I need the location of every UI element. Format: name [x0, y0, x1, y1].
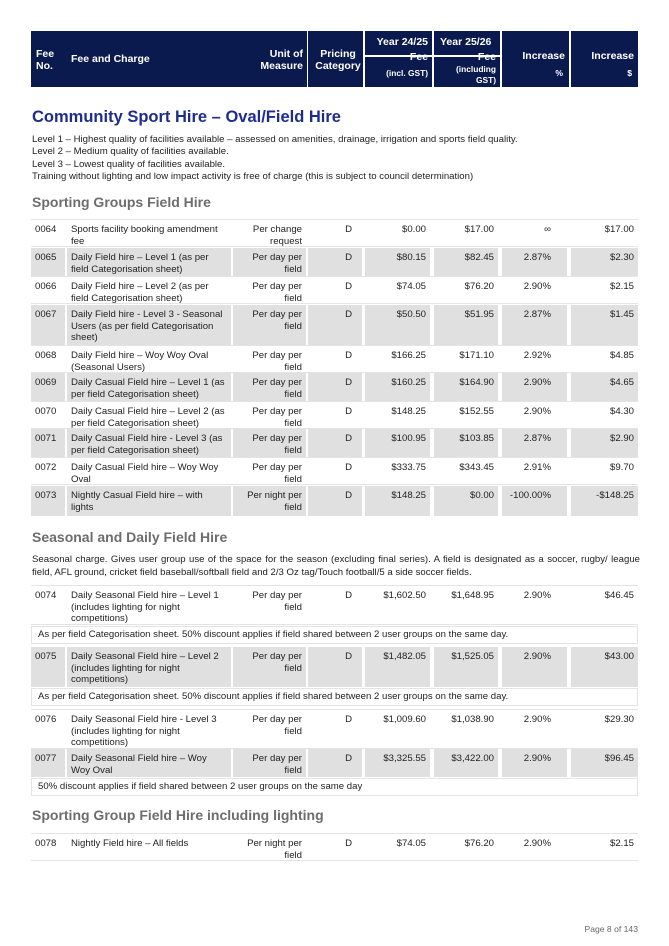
fee-2526-cell: $3,422.00 [434, 749, 498, 777]
pricing-category-cell: D [308, 749, 362, 777]
fee-2526-cell: $51.95 [434, 305, 498, 345]
fee-2425-cell: $1,009.60 [365, 710, 430, 748]
fee-no-cell: 0074 [31, 586, 65, 624]
fee-2526-cell: $82.45 [434, 248, 498, 276]
unit-of-measure-cell: Per day per field [233, 710, 306, 748]
fee-name-cell: Daily Seasonal Field hire – Level 1 (includes lighting for night competitions) [67, 586, 231, 624]
increase-pct-cell: 2.91% [502, 458, 567, 484]
level-3-text: Level 3 – Lowest quality of facilities available. [32, 158, 226, 170]
pricing-category-cell: D [308, 277, 362, 303]
fee-2526-cell: $152.55 [434, 402, 498, 428]
table-header [31, 31, 638, 87]
fee-2425-cell: $0.00 [365, 220, 430, 246]
fee-2526-cell: $103.85 [434, 429, 498, 457]
increase-pct-cell: -100.00% [502, 486, 567, 516]
table-row [31, 647, 638, 687]
fee-name-cell: Daily Field hire - Level 3 - Seasonal Users (as per field Categorisation sheet) [67, 305, 231, 345]
header-increase-amt: Increase [591, 50, 634, 62]
pricing-category-cell: D [308, 248, 362, 276]
header-unit-cell [233, 31, 307, 87]
fee-2425-cell: $50.50 [365, 305, 430, 345]
fee-2425-cell: $80.15 [365, 248, 430, 276]
table-row [31, 373, 638, 401]
increase-amt-cell: $2.15 [571, 834, 638, 860]
unit-of-measure-cell: Per day per field [233, 749, 306, 777]
fee-2526-cell: $76.20 [434, 834, 498, 860]
pricing-category-cell: D [308, 486, 362, 516]
fee-2526-cell: $1,648.95 [434, 586, 498, 624]
header-year2-sub: (including GST) [455, 64, 496, 85]
fee-no-cell: 0068 [31, 346, 65, 372]
fee-no-cell: 0069 [31, 373, 65, 401]
table-row [31, 276, 638, 304]
table-row [31, 429, 638, 457]
note-row-0075: As per field Categorisation sheet. 50% discount applies if field shared between 2 user groups on the same day. [31, 688, 638, 706]
fee-no-cell: 0077 [31, 749, 65, 777]
fee-no-cell: 0073 [31, 486, 65, 516]
fee-2526-cell: $0.00 [434, 486, 498, 516]
fee-2526-cell: $17.00 [434, 220, 498, 246]
fee-no-cell: 0067 [31, 305, 65, 345]
table-row [31, 401, 638, 429]
header-unit-of-measure: Unit of Measure [260, 48, 303, 72]
fee-no-cell: 0072 [31, 458, 65, 484]
header-year1-cell [365, 31, 432, 87]
header-year1-sub: (incl. GST) [386, 68, 428, 78]
increase-amt-cell: $4.85 [571, 346, 638, 372]
header-increase-amt-cell [571, 31, 638, 87]
increase-pct-cell: 2.90% [502, 402, 567, 428]
unit-of-measure-cell: Per change request [233, 220, 306, 246]
table-row [31, 219, 638, 247]
fee-name-cell: Daily Field hire – Level 2 (as per field Categorisation sheet) [67, 277, 231, 303]
header-fee-cell [31, 31, 233, 87]
header-year2-fee: Fee [477, 51, 496, 63]
increase-pct-cell: 2.90% [502, 647, 567, 687]
increase-pct-cell: 2.92% [502, 346, 567, 372]
fee-2425-cell: $1,482.05 [365, 647, 430, 687]
fee-2425-cell: $160.25 [365, 373, 430, 401]
increase-pct-cell: 2.90% [502, 373, 567, 401]
fee-no-cell: 0078 [31, 834, 65, 860]
fee-name-cell: Daily Casual Field hire – Woy Woy Oval [67, 458, 231, 484]
header-year2: Year 25/26 [440, 36, 492, 48]
unit-of-measure-cell: Per night per field [233, 486, 306, 516]
pricing-category-cell: D [308, 458, 362, 484]
unit-of-measure-cell: Per day per field [233, 429, 306, 457]
fee-name-cell: Sports facility booking amendment fee [67, 220, 231, 246]
unit-of-measure-cell: Per day per field [233, 277, 306, 303]
pricing-category-cell: D [308, 710, 362, 748]
pricing-category-cell: D [308, 429, 362, 457]
table-row [31, 457, 638, 485]
fee-no-cell: 0066 [31, 277, 65, 303]
table-row [31, 345, 638, 373]
increase-amt-cell: $4.30 [571, 402, 638, 428]
fee-name-cell: Nightly Field hire – All fields [67, 834, 231, 860]
fee-2526-cell: $1,525.05 [434, 647, 498, 687]
increase-pct-cell: 2.90% [502, 277, 567, 303]
fee-name-cell: Daily Casual Field hire – Level 1 (as per field Categorisation sheet) [67, 373, 231, 401]
table-row [31, 486, 638, 516]
increase-amt-cell: $17.00 [571, 220, 638, 246]
increase-pct-cell: 2.87% [502, 248, 567, 276]
fee-2425-cell: $148.25 [365, 402, 430, 428]
fee-no-cell: 0071 [31, 429, 65, 457]
pricing-category-cell: D [308, 220, 362, 246]
fee-no-cell: 0065 [31, 248, 65, 276]
fee-2526-cell: $76.20 [434, 277, 498, 303]
level-2-text: Level 2 – Medium quality of facilities available. [32, 146, 229, 158]
pricing-category-cell: D [308, 305, 362, 345]
unit-of-measure-cell: Per night per field [233, 834, 306, 860]
fee-name-cell: Daily Field hire – Woy Woy Oval (Seasonal Users) [67, 346, 231, 372]
increase-pct-cell: 2.90% [502, 749, 567, 777]
fee-2526-cell: $171.10 [434, 346, 498, 372]
pricing-category-cell: D [308, 647, 362, 687]
section-heading-lighting: Sporting Group Field Hire including lighting [32, 807, 324, 823]
fee-2526-cell: $1,038.90 [434, 710, 498, 748]
pricing-category-cell: D [308, 346, 362, 372]
note-row-0077: 50% discount applies if field shared between 2 user groups on the same day [31, 778, 638, 796]
fee-2425-cell: $100.95 [365, 429, 430, 457]
unit-of-measure-cell: Per day per field [233, 305, 306, 345]
table-row [31, 749, 638, 777]
increase-amt-cell: $2.15 [571, 277, 638, 303]
table-row [31, 248, 638, 276]
fee-name-cell: Daily Seasonal Field hire – Woy Woy Oval [67, 749, 231, 777]
fee-2425-cell: $74.05 [365, 277, 430, 303]
table-row [31, 833, 638, 861]
fee-name-cell: Daily Field hire – Level 1 (as per field Categorisation sheet) [67, 248, 231, 276]
page-title: Community Sport Hire – Oval/Field Hire [32, 108, 341, 126]
training-note-text: Training without lighting and low impact activity is free of charge (this is subject to council determination) [32, 170, 474, 182]
fee-no-cell: 0064 [31, 220, 65, 246]
unit-of-measure-cell: Per day per field [233, 373, 306, 401]
increase-pct-cell: 2.90% [502, 710, 567, 748]
fee-2425-cell: $148.25 [365, 486, 430, 516]
increase-amt-cell: $1.45 [571, 305, 638, 345]
section-heading-seasonal: Seasonal and Daily Field Hire [32, 529, 228, 545]
table-row [31, 709, 638, 749]
header-increase-amt-unit: $ [627, 68, 632, 78]
increase-amt-cell: $4.65 [571, 373, 638, 401]
increase-pct-cell: ∞ [502, 220, 567, 246]
header-year1: Year 24/25 [376, 36, 428, 48]
fee-name-cell: Daily Seasonal Field hire - Level 3 (includes lighting for night competitions) [67, 710, 231, 748]
increase-amt-cell: $29.30 [571, 710, 638, 748]
pricing-category-cell: D [308, 586, 362, 624]
increase-amt-cell: $9.70 [571, 458, 638, 484]
fee-name-cell: Daily Casual Field hire – Level 2 (as per field Categorisation sheet) [67, 402, 231, 428]
fee-no-cell: 0076 [31, 710, 65, 748]
header-increase-pct-cell [502, 31, 569, 87]
fee-2425-cell: $1,602.50 [365, 586, 430, 624]
fee-2425-cell: $333.75 [365, 458, 430, 484]
level-1-text: Level 1 – Highest quality of facilities available – assessed on amenities, drainage, irrigation and sports field quality. [32, 134, 518, 145]
fee-2425-cell: $74.05 [365, 834, 430, 860]
section-heading-sporting: Sporting Groups Field Hire [32, 194, 211, 210]
increase-amt-cell: $43.00 [571, 647, 638, 687]
table-row [31, 585, 638, 625]
header-fee-and-charge: Fee and Charge [71, 53, 150, 65]
unit-of-measure-cell: Per day per field [233, 458, 306, 484]
header-increase-pct-unit: % [555, 68, 563, 78]
fee-2526-cell: $343.45 [434, 458, 498, 484]
unit-of-measure-cell: Per day per field [233, 248, 306, 276]
fee-2425-cell: $3,325.55 [365, 749, 430, 777]
increase-pct-cell: 2.87% [502, 305, 567, 345]
fee-2425-cell: $166.25 [365, 346, 430, 372]
increase-amt-cell: $96.45 [571, 749, 638, 777]
fee-name-cell: Daily Seasonal Field hire – Level 2 (includes lighting for night competitions) [67, 647, 231, 687]
increase-pct-cell: 2.90% [502, 586, 567, 624]
increase-amt-cell: $2.30 [571, 248, 638, 276]
pricing-category-cell: D [308, 834, 362, 860]
header-increase-pct: Increase [522, 50, 565, 62]
page-number: Page 8 of 143 [584, 924, 638, 934]
increase-amt-cell: $46.45 [571, 586, 638, 624]
header-year1-fee: Fee [409, 51, 428, 63]
table-row [31, 305, 638, 345]
level-descriptions [32, 134, 642, 183]
increase-amt-cell: $2.90 [571, 429, 638, 457]
pricing-category-cell: D [308, 402, 362, 428]
fee-name-cell: Nightly Casual Field hire – with lights [67, 486, 231, 516]
header-pricing-category: Pricing Category [315, 48, 361, 72]
seasonal-intro-text: Seasonal charge. Gives user group use of the space for the season (excluding final series). A field is designated as a soccer, rugby/ league field, AFL ground, cricket field baseball/softball field and 2/3 Oz tag/Touch football/5 a side soccer fields. [32, 554, 640, 578]
header-year2-cell [434, 31, 500, 87]
fee-name-cell: Daily Casual Field hire - Level 3 (as per field Categorisation sheet) [67, 429, 231, 457]
increase-pct-cell: 2.87% [502, 429, 567, 457]
increase-pct-cell: 2.90% [502, 834, 567, 860]
fee-2526-cell: $164.90 [434, 373, 498, 401]
unit-of-measure-cell: Per day per field [233, 346, 306, 372]
note-row-0074: As per field Categorisation sheet. 50% discount applies if field shared between 2 user groups on the same day. [31, 626, 638, 644]
fee-no-cell: 0075 [31, 647, 65, 687]
unit-of-measure-cell: Per day per field [233, 647, 306, 687]
unit-of-measure-cell: Per day per field [233, 586, 306, 624]
increase-amt-cell: -$148.25 [571, 486, 638, 516]
fee-no-cell: 0070 [31, 402, 65, 428]
unit-of-measure-cell: Per day per field [233, 402, 306, 428]
header-fee-no: Fee No. [36, 48, 55, 72]
header-pricing-cell [308, 31, 363, 87]
pricing-category-cell: D [308, 373, 362, 401]
